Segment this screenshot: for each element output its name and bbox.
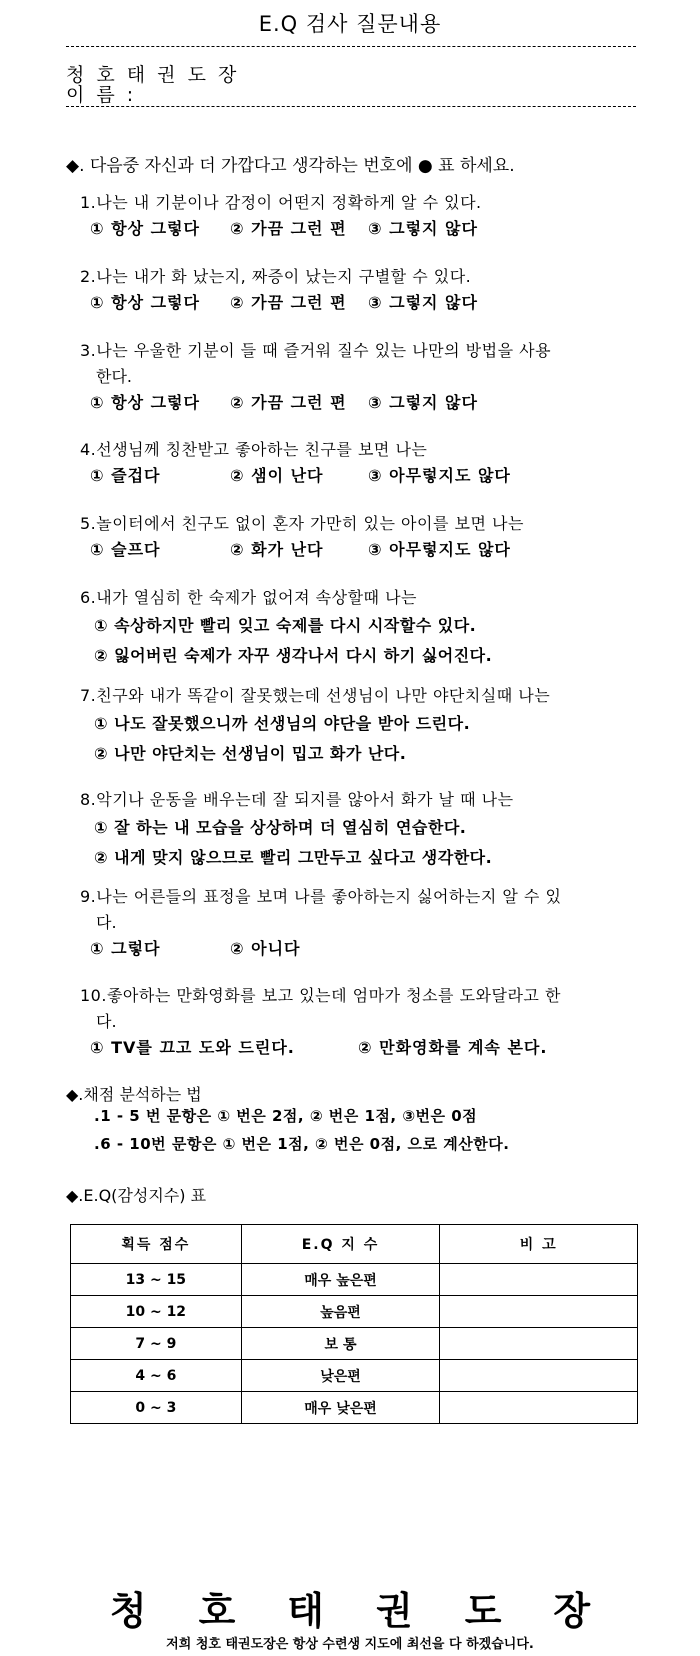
question-text: 3.나는 우울한 기분이 들 때 즐거워 질수 있는 나만의 방법을 사용 [80,341,552,360]
score-range-cell: 10 ~ 12 [71,1296,242,1328]
question-1 [80,190,640,242]
question-2 [80,264,640,316]
note-cell [440,1392,638,1424]
option-3[interactable]: ③ 아무렇지도 않다 [368,466,511,485]
option-1[interactable]: ① 항상 그렇다 [90,219,200,238]
option-1[interactable]: ① 항상 그렇다 [90,293,200,312]
question-text-cont: 한다. [96,367,132,386]
option-1[interactable]: ① TV를 끄고 도와 드린다. [90,1038,295,1057]
column-header: 획득 점수 [71,1225,242,1264]
question-text: 2.나는 내가 화 났는지, 짜증이 났는지 구별할 수 있다. [80,267,472,286]
page-title: E.Q 검사 질문내용 [258,12,442,36]
question-8 [80,787,640,873]
option-2[interactable]: ② 내게 맞지 않으므로 빨리 그만두고 싶다고 생각한다. [94,848,493,867]
note-cell [440,1264,638,1296]
question-4 [80,437,640,489]
table-header-row [71,1225,638,1264]
gym-name: 청 호 태 권 도 장 [66,64,240,86]
option-1[interactable]: ① 잘 하는 내 모습을 상상하며 더 열심히 연습한다. [94,818,467,837]
eq-level-cell: 높음편 [241,1296,440,1328]
option-1[interactable]: ① 항상 그렇다 [90,393,200,412]
option-3[interactable]: ③ 그렇지 않다 [368,293,478,312]
table-row [71,1328,638,1360]
question-text: 4.선생님께 칭찬받고 좋아하는 친구를 보면 나는 [80,440,428,459]
score-range-cell: 13 ~ 15 [71,1264,242,1296]
header-bottom-divider [66,106,636,107]
option-1[interactable]: ① 슬프다 [90,540,161,559]
question-text-cont: 다. [96,1012,117,1031]
eq-table [70,1224,638,1424]
note-cell [440,1296,638,1328]
question-text: 1.나는 내 기분이나 감정이 어떤지 정확하게 알 수 있다. [80,193,482,212]
question-9 [80,884,640,962]
question-text: 9.나는 어른들의 표정을 보며 나를 좋아하는지 싫어하는지 알 수 있 [80,887,562,906]
option-1[interactable]: ① 즐겁다 [90,466,161,485]
score-range-cell: 4 ~ 6 [71,1360,242,1392]
option-2[interactable]: ② 샘이 난다 [230,466,324,485]
question-text: 5.놀이터에서 친구도 없이 혼자 가만히 있는 아이를 보면 나는 [80,514,524,533]
column-header: E.Q 지 수 [241,1225,440,1264]
column-header: 비 고 [440,1225,638,1264]
question-text: 7.친구와 내가 똑같이 잘못했는데 선생님이 나만 야단치실때 나는 [80,686,551,705]
question-text: 10.좋아하는 만화영화를 보고 있는데 엄마가 청소를 도와달라고 한 [80,986,561,1005]
table-row [71,1360,638,1392]
option-1[interactable]: ① 나도 잘못했으니까 선생님의 야단을 받아 드린다. [94,714,471,733]
option-1[interactable]: ① 그렇다 [90,939,161,958]
name-label: 이 름 : [66,84,137,106]
score-range-cell: 7 ~ 9 [71,1328,242,1360]
question-text-cont: 다. [96,913,117,932]
question-10 [80,983,640,1061]
option-2[interactable]: ② 아니다 [230,939,301,958]
question-5 [80,511,640,563]
footer-subtitle: 저희 청호 태권도장은 항상 수련생 지도에 최선을 다 하겠습니다. [166,1637,534,1652]
option-2[interactable]: ② 가끔 그런 편 [230,393,347,412]
option-2[interactable]: ② 화가 난다 [230,540,324,559]
eq-level-cell: 낮은편 [241,1360,440,1392]
score-range-cell: 0 ~ 3 [71,1392,242,1424]
eq-table-heading: ◆.E.Q(감성지수) 표 [66,1186,207,1205]
option-2[interactable]: ② 나만 야단치는 선생님이 밉고 화가 난다. [94,744,407,763]
option-2[interactable]: ② 잃어버린 숙제가 자꾸 생각나서 다시 하기 싫어진다. [94,646,493,665]
option-3[interactable]: ③ 아무렇지도 않다 [368,540,511,559]
option-1[interactable]: ① 속상하지만 빨리 잊고 숙제를 다시 시작할수 있다. [94,616,477,635]
table-row [71,1264,638,1296]
note-cell [440,1360,638,1392]
eq-level-cell: 보 통 [241,1328,440,1360]
option-2[interactable]: ② 가끔 그런 편 [230,293,347,312]
question-text: 8.악기나 운동을 배우는데 잘 되지를 않아서 화가 날 때 나는 [80,790,514,809]
question-7 [80,683,640,769]
scoring-rule-2: .6 - 10번 문항은 ① 번은 1점, ② 번은 0점, 으로 계산한다. [94,1135,510,1153]
table-row [71,1392,638,1424]
note-cell [440,1328,638,1360]
option-3[interactable]: ③ 그렇지 않다 [368,393,478,412]
scoring-rule-1: .1 - 5 번 문항은 ① 번은 2점, ② 번은 1점, ③번은 0점 [94,1107,478,1125]
footer-title: 청호태권도장 [109,1588,643,1633]
instruction: ◆. 다음중 자신과 더 가깝다고 생각하는 번호에 ● 표 하세요. [66,156,515,176]
eq-level-cell: 매우 낮은편 [241,1392,440,1424]
question-text: 6.내가 열심히 한 숙제가 없어져 속상할때 나는 [80,588,417,607]
table-row [71,1296,638,1328]
option-3[interactable]: ③ 그렇지 않다 [368,219,478,238]
question-3 [80,338,640,416]
eq-level-cell: 매우 높은편 [241,1264,440,1296]
option-2[interactable]: ② 만화영화를 계속 본다. [358,1038,548,1057]
header-top-divider [66,46,636,47]
question-6 [80,585,640,671]
scoring-heading: ◆.채점 분석하는 법 [66,1085,202,1104]
option-2[interactable]: ② 가끔 그런 편 [230,219,347,238]
